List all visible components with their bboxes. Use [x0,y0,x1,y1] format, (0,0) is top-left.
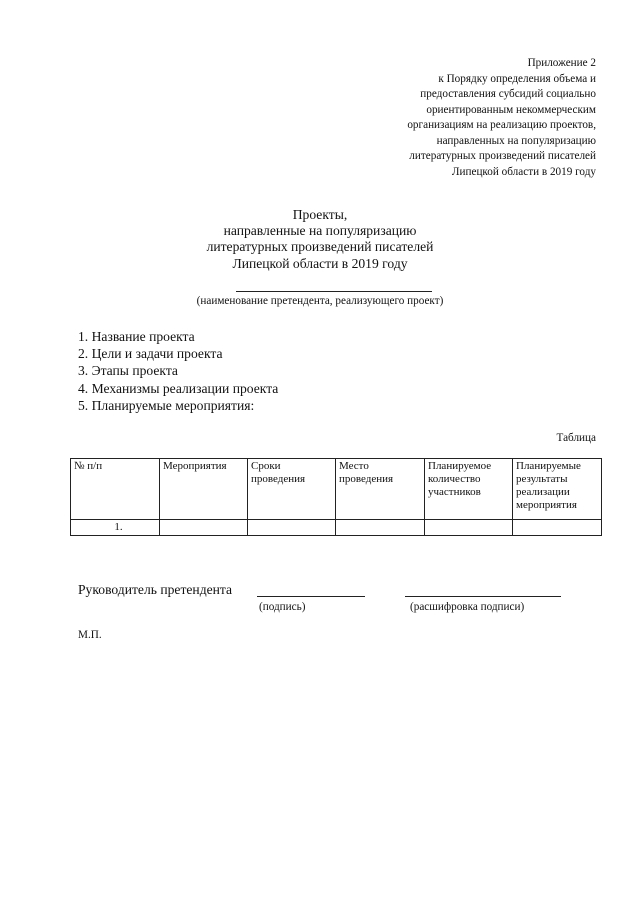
appendix-line: Липецкой области в 2019 году [451,165,596,178]
table-cell [513,520,602,536]
title-line: литературных произведений писателей [206,239,434,255]
table-cell [160,520,248,536]
table-cell [425,520,513,536]
signature-caption: (подпись) [259,601,306,613]
table-caption: Таблица [556,432,596,444]
table-header-row [71,459,602,520]
document-title [0,207,640,272]
appendix-line: литературных произведений писателей [409,150,596,162]
section-item: 4. Механизмы реализации проекта [78,380,279,396]
appendix-line: к Порядку определения объема и [438,72,596,85]
signature-decoding-blank [405,596,561,597]
column-header-results: Планируемые результаты реализации мероприятия [513,459,602,520]
table-row [71,520,602,536]
appendix-line: Приложение 2 [527,57,596,69]
events-table [70,458,602,536]
appendix-line: организациям на реализацию проектов, [407,119,596,131]
appendix-line: направленных на популяризацию [436,134,596,147]
table-cell [336,520,425,536]
appendix-line: ориентированным некоммерческим [426,103,596,116]
stamp-placeholder: М.П. [78,629,102,641]
column-header-events: Мероприятия [160,459,248,520]
column-header-participants: Планируемое количество участников [425,459,513,520]
signature-blank [257,596,365,597]
column-header-number: № п/п [71,459,160,520]
section-item: 2. Цели и задачи проекта [78,346,223,362]
section-list [78,328,278,414]
applicant-name-caption: (наименование претендента, реализующего проект) [196,295,444,307]
title-line: Проекты, [292,207,348,222]
title-line: Липецкой области в 2019 году [232,255,408,271]
column-header-dates: Сроки проведения [248,459,336,520]
section-item: 3. Этапы проекта [78,363,178,379]
signature-label: Руководитель претендента [78,582,233,597]
applicant-name-blank [236,291,432,292]
table-cell [248,520,336,536]
table-cell-number: 1. [71,520,160,536]
appendix-note [296,56,596,180]
column-header-place: Место проведения [336,459,425,520]
section-item: 5. Планируемые мероприятия: [78,397,255,413]
section-item: 1. Название проекта [78,329,195,344]
appendix-line: предоставления субсидий социально [420,88,596,100]
title-line: направленные на популяризацию [223,223,417,239]
signature-decoding-caption: (расшифровка подписи) [410,601,525,613]
